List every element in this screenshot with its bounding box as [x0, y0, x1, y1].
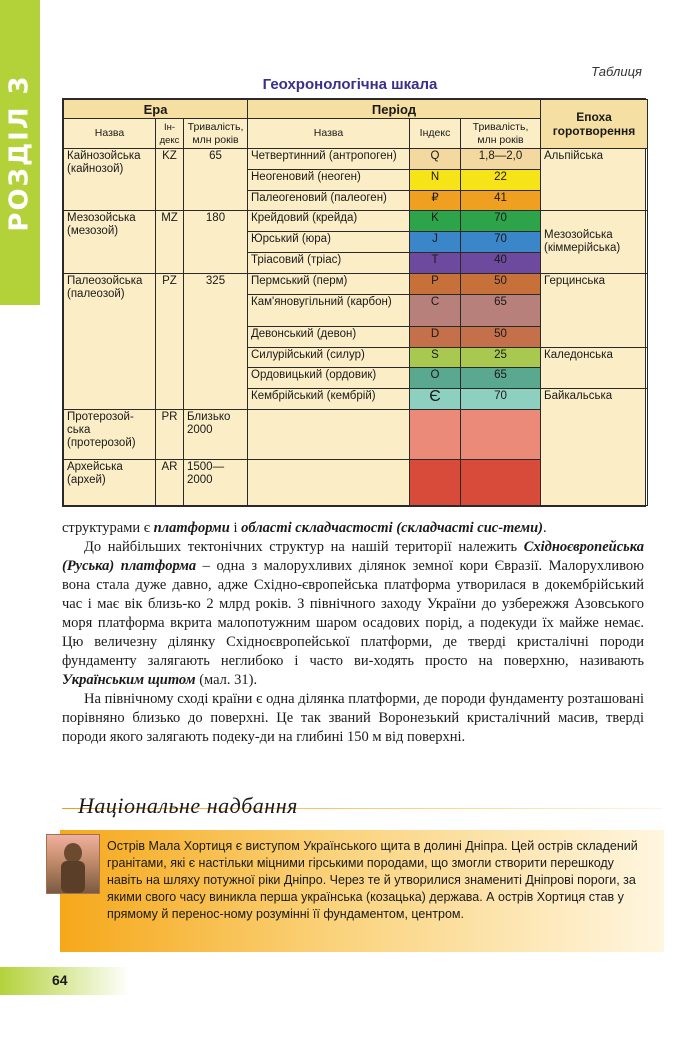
period-empty — [248, 460, 410, 506]
period-index: N — [410, 169, 461, 190]
epoch-baikal: Байкальська — [541, 389, 648, 506]
era-duration: 65 — [184, 149, 248, 211]
table-label: Таблиця — [591, 64, 642, 79]
period-duration: 65 — [461, 368, 541, 389]
period-name: Пермський (перм) — [248, 273, 410, 294]
period-name: Ордовицький (ордовик) — [248, 368, 410, 389]
header-era-index: Ін-декс — [156, 119, 184, 149]
period-name: Тріасовий (тріас) — [248, 253, 410, 274]
paragraph-voronezh: На північному сході країни є одна ділянка платформи, де породи фундаменту розташовані порівняно близько до поверхні. Це так званий Воронезький кристалічний масив, тверді породи якого залягають подеку-ди на глибині 150 м від поверхні. — [62, 691, 644, 745]
era-duration: 180 — [184, 211, 248, 273]
epoch-caledonian: Каледонська — [541, 347, 648, 389]
period-name: Силурійський (силур) — [248, 347, 410, 368]
period-name: Девонський (девон) — [248, 326, 410, 347]
period-empty — [248, 410, 410, 460]
period-index: O — [410, 368, 461, 389]
national-heritage-text: Острів Мала Хортиця є виступом Українського щита в долині Дніпра. Цей острів складений гранітами, які є настільки міцними гірськими породами, що змогли створити перешкоду навіть на шляху потужної ріки Дніпро. Через те й утворилися знамениті Дніпрові пороги, за якими свого часу виникла перша українська (козацька) держава. А острів Хортиця став у прямому й перенос-ному розумінні її фундаментом, центром. — [107, 839, 638, 921]
header-era-name: Назва — [64, 119, 156, 149]
era-index: PZ — [156, 273, 184, 409]
era-duration: 1500— 2000 — [184, 460, 248, 506]
epoch-hercynian: Герцинська — [541, 273, 648, 347]
era-name: Протерозой-ська (протерозой) — [64, 410, 156, 460]
era-name: Палеозойська (палеозой) — [64, 273, 156, 409]
paragraph-platform: До найбільших тектонічних структур на нашій території належить Східноєвропейська (Руська) платформа – одна з малорухливих ділянок земної кори Євразії. Малорухливою вона стала дуже давно, адже Східно-європейська платформа утворилася в докембрійський час і має вік близь-ко 2 млрд років. З північного заходу України до узбережжя Азовського моря платформа вкрита малопотужним шаром осадових порід, а подекуди їх майже немає. Цю величезну ділянку Східноєвропейської платформи, де тверді кристалічні породи фундаменту залягають неглибоко і часто ви-ходять просто на поверхню, називають Українським щитом (мал. 31). — [62, 539, 644, 688]
period-duration: 65 — [461, 294, 541, 326]
period-index: T — [410, 253, 461, 274]
header-epoch: Епоха горотворення — [541, 100, 648, 149]
era-name: Мезозойська (мезозой) — [64, 211, 156, 273]
period-index: J — [410, 232, 461, 253]
period-duration: 70 — [461, 232, 541, 253]
period-duration: 50 — [461, 326, 541, 347]
national-heritage-title: Національне надбання — [78, 793, 298, 818]
period-duration: 1,8—2,0 — [461, 149, 541, 170]
era-duration: 325 — [184, 273, 248, 409]
period-duration: 40 — [461, 253, 541, 274]
period-duration: 25 — [461, 347, 541, 368]
period-duration: 22 — [461, 169, 541, 190]
header-period: Період — [248, 100, 541, 119]
body-text — [62, 519, 644, 747]
period-duration: 50 — [461, 273, 541, 294]
era-name: Архейська (архей) — [64, 460, 156, 506]
era-index: MZ — [156, 211, 184, 273]
table-title: Геохронологічна шкала — [262, 76, 438, 93]
period-index: C — [410, 294, 461, 326]
header-era: Ера — [64, 100, 248, 119]
era-name: Кайнозойська (кайнозой) — [64, 149, 156, 211]
paragraph-intro: структурами є платформи і області складчастості (складчасті сис-теми). — [62, 520, 547, 536]
header-era-duration: Тривалість, млн років — [184, 119, 248, 149]
period-duration: 70 — [461, 211, 541, 232]
period-index: K — [410, 211, 461, 232]
period-name: Кам'яновугільний (карбон) — [248, 294, 410, 326]
period-index: D — [410, 326, 461, 347]
era-index: PR — [156, 410, 184, 460]
period-name: Четвертинний (антропоген) — [248, 149, 410, 170]
archean-color-cell — [461, 460, 541, 506]
period-index: Q — [410, 149, 461, 170]
header-period-index: Індекс — [410, 119, 461, 149]
period-name: Неогеновий (неоген) — [248, 169, 410, 190]
period-index: S — [410, 347, 461, 368]
epoch-mesozoic: Мезозойська (кіммерійська) — [541, 211, 648, 273]
epoch-alpine: Альпійська — [541, 149, 648, 211]
era-index: AR — [156, 460, 184, 506]
period-name: Крейдовий (крейда) — [248, 211, 410, 232]
period-index: P — [410, 273, 461, 294]
archean-color-cell — [410, 460, 461, 506]
era-index: KZ — [156, 149, 184, 211]
stone-statue-photo — [46, 834, 100, 894]
chapter-label: РОЗДІЛ 3 — [5, 74, 36, 232]
header-period-name: Назва — [248, 119, 410, 149]
period-index: ₽ — [410, 190, 461, 211]
era-duration: Близько 2000 — [184, 410, 248, 460]
geochronological-table — [62, 98, 646, 507]
header-period-duration: Тривалість, млн років — [461, 119, 541, 149]
proterozoic-color-cell — [410, 410, 461, 460]
page-number: 64 — [52, 972, 68, 988]
period-name: Юрський (юра) — [248, 232, 410, 253]
period-duration: 41 — [461, 190, 541, 211]
period-name: Кембрійський (кембрій) — [248, 389, 410, 410]
period-duration: 70 — [461, 389, 541, 410]
period-name: Палеогеновий (палеоген) — [248, 190, 410, 211]
proterozoic-color-cell — [461, 410, 541, 460]
period-index: Є — [410, 389, 461, 410]
